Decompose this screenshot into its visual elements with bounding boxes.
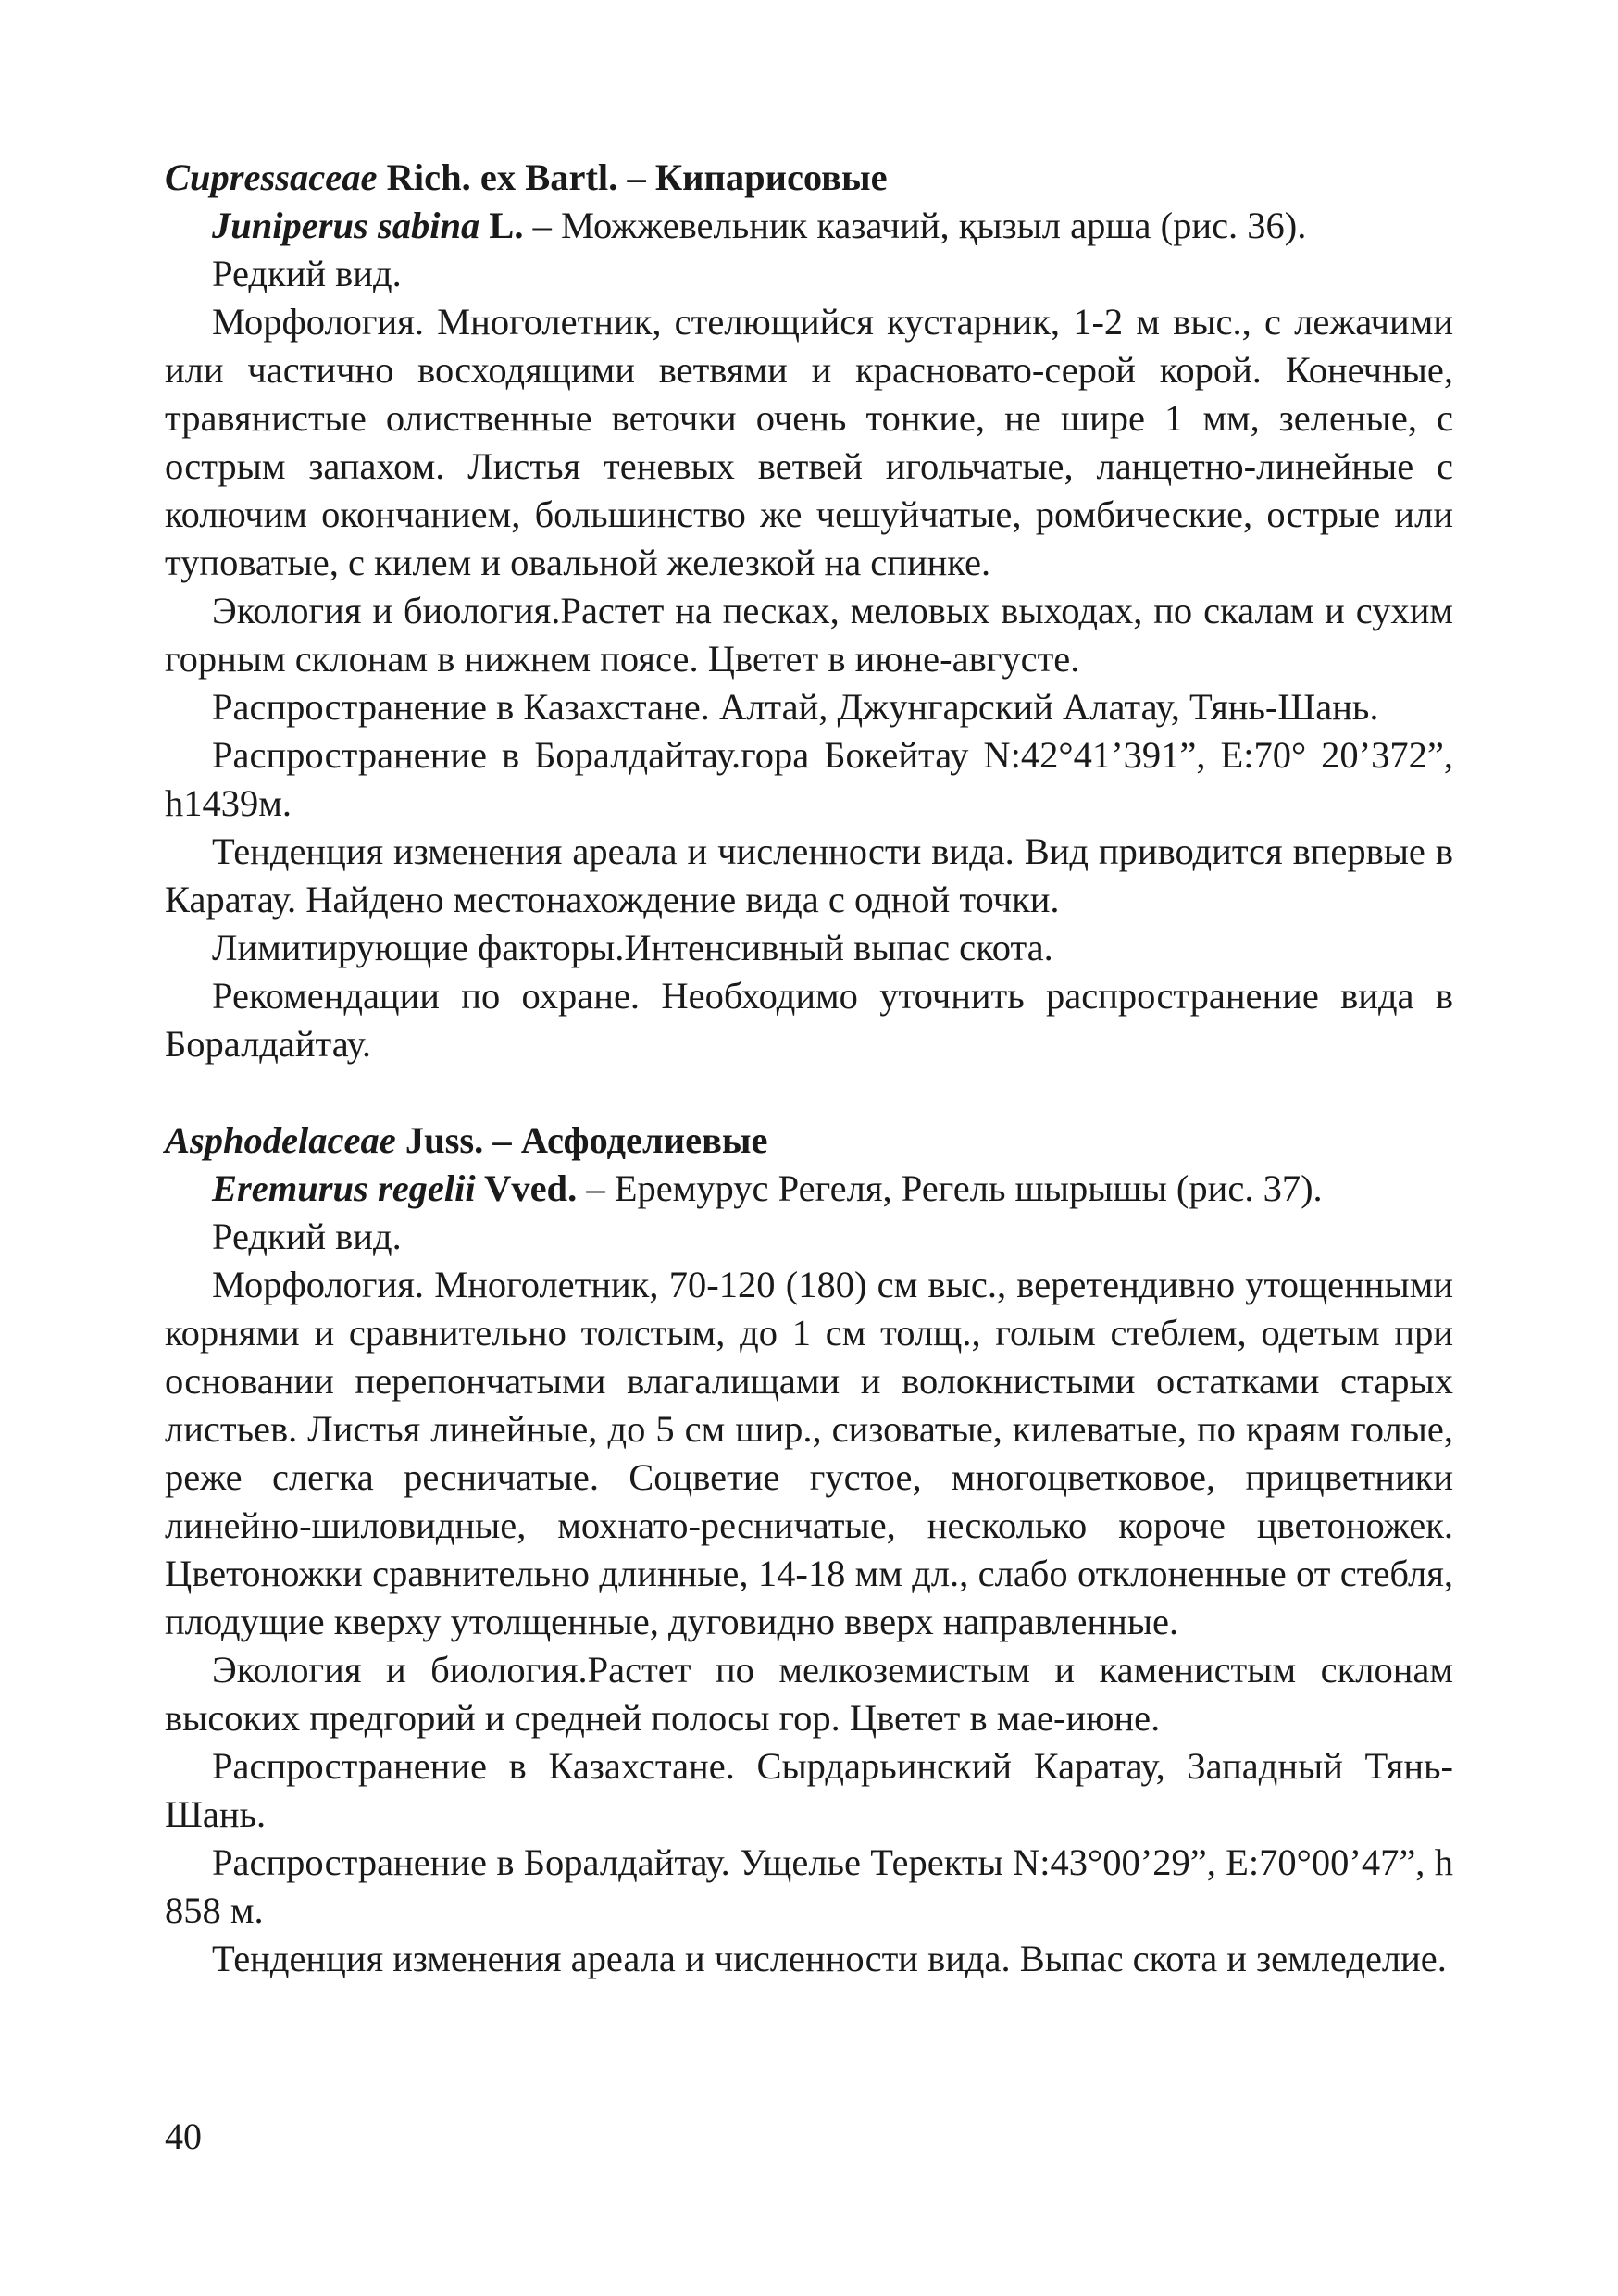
distribution-boraldaitau-paragraph: Распространение в Боралдайтау.гора Бокейтау N:42°41’391”, E:70° 20’372”, h1439м. bbox=[165, 734, 1453, 824]
family-latin-name: Cupressaceae bbox=[165, 156, 378, 198]
section-divider bbox=[165, 1068, 1453, 1117]
family-heading bbox=[165, 154, 1453, 202]
family-latin-name: Asphodelaceae bbox=[165, 1119, 396, 1161]
species-heading bbox=[165, 1165, 1453, 1213]
ecology-paragraph: Экология и биология.Растет на песках, меловых выходах, по скалам и сухим горным склонам в нижнем поясе. Цветет в июне-августе. bbox=[165, 590, 1453, 680]
species-heading bbox=[165, 202, 1453, 250]
ecology-paragraph: Экология и биология.Растет по мелкоземистым и каменистым склонам высоких предгорий и средней полосы гор. Цветет в мае-июне. bbox=[165, 1649, 1453, 1739]
distribution-kazakhstan-paragraph: Распространение в Казахстане. Алтай, Джунгарский Алатау, Тянь-Шань. bbox=[212, 686, 1379, 728]
distribution-kazakhstan-paragraph: Распространение в Казахстане. Сырдарьинский Каратау, Западный Тянь-Шань. bbox=[165, 1745, 1453, 1835]
morphology-paragraph: Морфология. Многолетник, стелющийся кустарник, 1-2 м выс., с лежачими или частично восходящими ветвями и красновато-серой корой. Конечные, травянистые олиственные веточки очень тонкие, не шире 1 мм, зеленые, с острым запахом. Листья теневых ветвей игольчатые, ланцетно-линейные с колючим окончанием, большинство же чешуйчатые, ромбические, острые или туповатые, с килем и овальной железкой на спинке. bbox=[165, 301, 1453, 583]
section-cupressaceae bbox=[165, 154, 1453, 1068]
species-common-name: – Еремурус Регеля, Регель шырышы (рис. 37). bbox=[577, 1167, 1323, 1209]
species-common-name: – Можжевельник казачий, қызыл арша (рис. 36). bbox=[523, 205, 1307, 246]
recommendations-paragraph: Рекомендации по охране. Необходимо уточнить распространение вида в Боралдайтау. bbox=[165, 975, 1453, 1065]
morphology-paragraph: Морфология. Многолетник, 70-120 (180) см выс., веретендивно утощенными корнями и сравнительно толстым, до 1 см толщ., голым стеблем, одетым при основании перепончатыми влагалищами и волокнистыми остатками старых листьев. Листья линейные, до 5 см шир., сизоватые, килеватые, по краям голые, реже слегка ресничатые. Соцветие густое, многоцветковое, прицветники линейно-шиловидные, мохнато-ресничатые, несколько короче цветоножек. Цветоножки сравнительно длинные, 14-18 мм дл., слабо отклоненные от стебля, плодущие кверху утолщенные, дуговидно вверх направленные. bbox=[165, 1264, 1453, 1642]
document-page bbox=[165, 154, 1453, 1983]
status-paragraph: Редкий вид. bbox=[212, 253, 402, 294]
distribution-boraldaitau-paragraph: Распространение в Боралдайтау. Ущелье Теректы N:43°00’29”, E:70°00’47”, h 858 м. bbox=[165, 1841, 1453, 1931]
limiting-factors-paragraph: Лимитирующие факторы.Интенсивный выпас скота. bbox=[212, 927, 1053, 968]
family-author-and-name: Juss. – Асфоделиевые bbox=[395, 1119, 768, 1161]
species-latin-name: Juniperus sabina bbox=[212, 205, 480, 246]
trend-paragraph: Тенденция изменения ареала и численности вида. Вид приводится впервые в Каратау. Найдено местонахождение вида с одной точки. bbox=[165, 830, 1453, 920]
species-author: Vved. bbox=[475, 1167, 578, 1209]
family-heading bbox=[165, 1117, 1453, 1165]
family-author-and-name: Rich. ex Bartl. – Кипарисовые bbox=[377, 156, 888, 198]
trend-paragraph: Тенденция изменения ареала и численности вида. Выпас скота и земледелие. bbox=[212, 1938, 1447, 1979]
species-author: L. bbox=[479, 205, 524, 246]
status-paragraph: Редкий вид. bbox=[212, 1216, 402, 1257]
section-asphodelaceae bbox=[165, 1117, 1453, 1983]
page-number: 40 bbox=[165, 2115, 202, 2157]
species-latin-name: Eremurus regelii bbox=[212, 1167, 476, 1209]
